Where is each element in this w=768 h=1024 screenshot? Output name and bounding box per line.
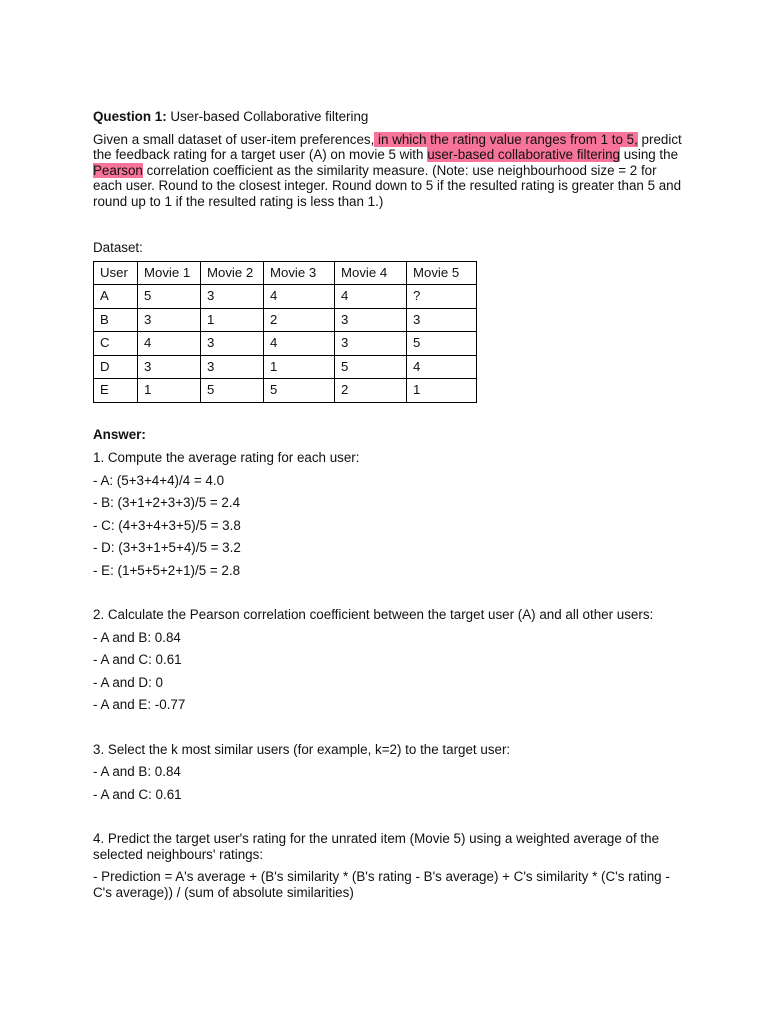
header-cell: Movie 1 xyxy=(138,261,201,285)
table-cell: 5 xyxy=(407,332,477,356)
table-row xyxy=(94,332,477,356)
table-cell: 3 xyxy=(138,308,201,332)
table-cell: C xyxy=(94,332,138,356)
question-label: Question 1: xyxy=(93,109,167,124)
table-header-row xyxy=(94,261,477,285)
list-item: - A: (5+3+4+4)/4 = 4.0 xyxy=(93,472,225,488)
table-cell: 3 xyxy=(201,332,264,356)
table-row xyxy=(94,379,477,403)
highlight-user-based-cf: user-based collaborative filtering xyxy=(427,147,620,162)
table-cell: E xyxy=(94,379,138,403)
table-cell: 4 xyxy=(335,285,407,309)
header-cell: Movie 5 xyxy=(407,261,477,285)
dataset-label: Dataset: xyxy=(93,240,143,255)
table-cell: 5 xyxy=(138,285,201,309)
table-cell: 1 xyxy=(138,379,201,403)
table-row xyxy=(94,285,477,309)
dataset-table xyxy=(93,261,477,403)
table-cell: 3 xyxy=(407,308,477,332)
table-cell: 4 xyxy=(138,332,201,356)
list-item: - D: (3+3+1+5+4)/5 = 3.2 xyxy=(93,540,241,555)
table-cell: 4 xyxy=(264,332,335,356)
header-cell: User xyxy=(94,261,138,285)
table-cell: 1 xyxy=(407,379,477,403)
header-cell: Movie 3 xyxy=(264,261,335,285)
table-cell: 3 xyxy=(335,332,407,356)
table-cell: 5 xyxy=(201,379,264,403)
table-cell: 3 xyxy=(138,355,201,379)
table-cell: 2 xyxy=(264,308,335,332)
step-1 xyxy=(93,450,683,578)
table-row xyxy=(94,308,477,332)
table-cell: 4 xyxy=(407,355,477,379)
list-item: - A and B: 0.84 xyxy=(93,629,181,645)
step-title: 2. Calculate the Pearson correlation coefficient between the target user (A) and all other users: xyxy=(93,607,654,622)
question-title xyxy=(93,109,683,125)
answer-heading: Answer: xyxy=(93,426,146,442)
table-cell: 2 xyxy=(335,379,407,403)
step-4 xyxy=(93,831,683,900)
question-title-text: User-based Collaborative filtering xyxy=(166,109,369,124)
table-cell: 3 xyxy=(335,308,407,332)
step-3 xyxy=(93,742,683,803)
intro-text-a: Given a small dataset of user-item preferences, xyxy=(93,131,375,147)
document-page xyxy=(93,109,683,900)
table-cell: B xyxy=(94,308,138,332)
table-cell: A xyxy=(94,285,138,309)
table-cell: 3 xyxy=(201,355,264,379)
table-cell: D xyxy=(94,355,138,379)
list-item: - A and B: 0.84 xyxy=(93,764,181,779)
list-item: - E: (1+5+5+2+1)/5 = 2.8 xyxy=(93,562,241,578)
list-item: - A and C: 0.61 xyxy=(93,786,182,802)
question-intro xyxy=(93,132,683,210)
list-item: - A and E: -0.77 xyxy=(93,697,186,712)
intro-text-c: using the xyxy=(619,147,679,162)
header-cell: Movie 2 xyxy=(201,261,264,285)
list-item: - A and C: 0.61 xyxy=(93,652,182,667)
list-item: - C: (4+3+4+3+5)/5 = 3.8 xyxy=(93,517,241,533)
step-title: 3. Select the k most similar users (for example, k=2) to the target user: xyxy=(93,741,511,757)
table-cell: 3 xyxy=(201,285,264,309)
highlight-pearson: Pearson xyxy=(93,162,143,178)
table-cell: 1 xyxy=(264,355,335,379)
list-item: - Prediction = A's average + (B's similarity * (B's rating - B's average) + C's similarity * (C's rating - C's average)) / (sum of absolute similarities) xyxy=(93,869,670,900)
table-cell: 5 xyxy=(264,379,335,403)
list-item: - B: (3+1+2+3+3)/5 = 2.4 xyxy=(93,495,241,510)
header-cell: Movie 4 xyxy=(335,261,407,285)
table-cell: 4 xyxy=(264,285,335,309)
table-row xyxy=(94,355,477,379)
table-cell: 5 xyxy=(335,355,407,379)
intro-text-d: correlation coefficient as the similarity measure. (Note: use neighbourhood size = 2 for each user. Round to the closest integer. Round down to 5 if the resulted rating is greater than 5 and round up to 1 if the resulted rating is less than 1.) xyxy=(93,162,682,209)
table-cell: ? xyxy=(407,285,477,309)
step-title: 1. Compute the average rating for each user: xyxy=(93,450,360,465)
list-item: - A and D: 0 xyxy=(93,674,163,690)
intro-text-b: predict the feedback rating for a target user (A) on movie 5 with xyxy=(93,131,682,162)
step-2 xyxy=(93,607,683,713)
table-cell: 1 xyxy=(201,308,264,332)
highlight-rating-range: in which the rating value ranges from 1 to 5, xyxy=(374,131,638,147)
step-title: 4. Predict the target user's rating for the unrated item (Movie 5) using a weighted average of the selected neighbours' ratings: xyxy=(93,831,660,862)
